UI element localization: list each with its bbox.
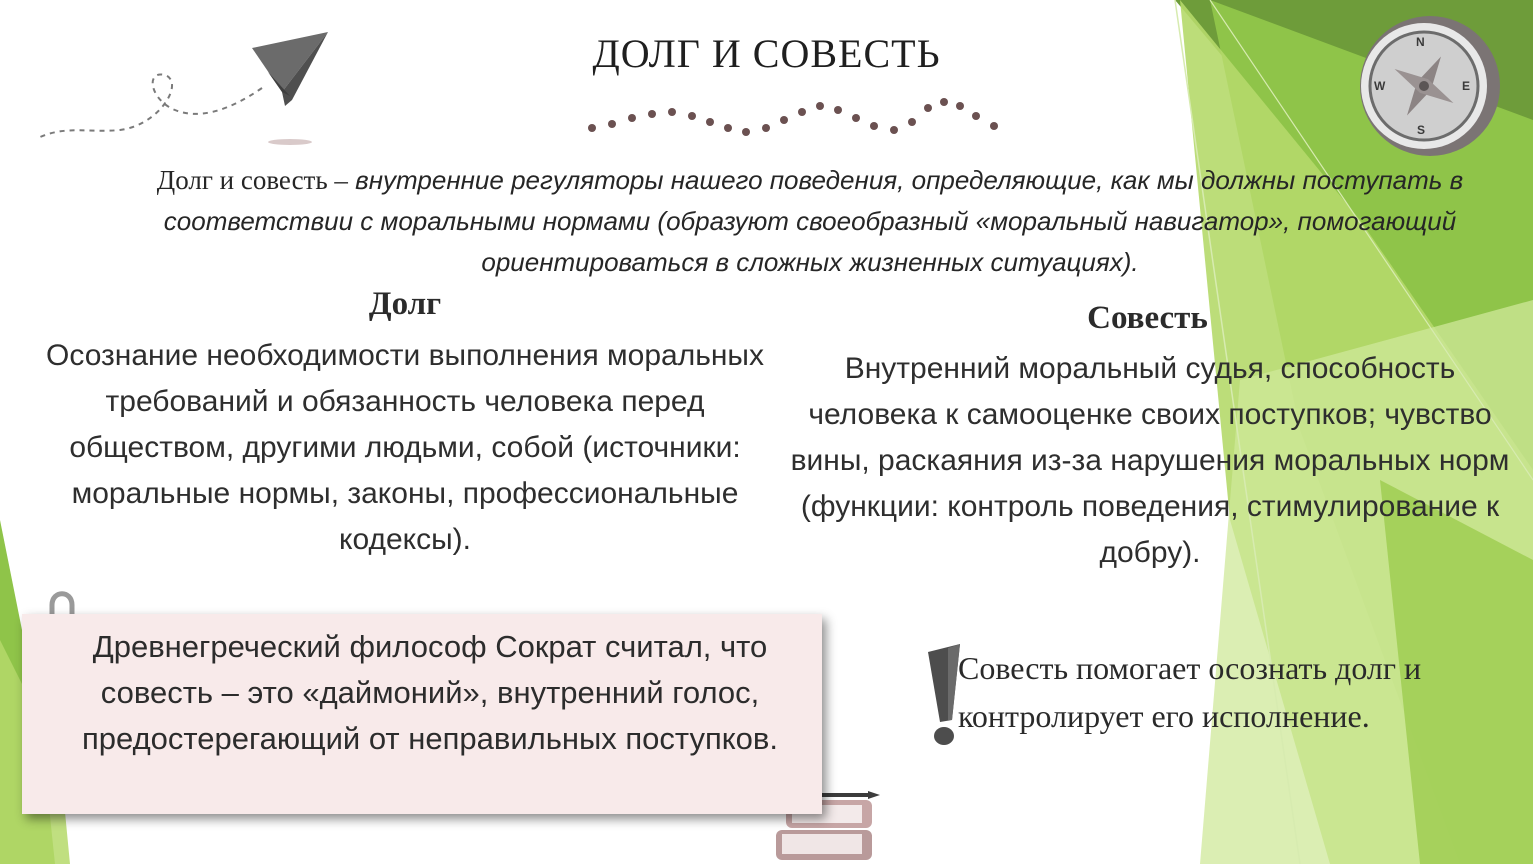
compass-w: W (1374, 79, 1386, 93)
intro-rest: внутренние регуляторы нашего поведения, определяющие, как мы должны поступать в соответствии с моральными нормами (образуют своеобразный «моральный навигатор», помогающий ориентироваться в сложных жизненных ситуациях). (163, 165, 1464, 277)
compass-e: E (1462, 79, 1471, 93)
duty-heading: Долг (368, 286, 442, 322)
intro-definition (110, 160, 1510, 283)
compass-s: S (1417, 123, 1426, 137)
intro-lead: Долг и совесть – (156, 165, 348, 195)
duty-text: Осознание необходимости выполнения моральных требований и обязанность человека перед обществом, другими людьми, собой (источники: моральные нормы, законы, профессиональные кодексы). (46, 339, 764, 556)
page-title: ДОЛГ И СОВЕСТЬ (592, 31, 941, 76)
dotted-wave (588, 98, 998, 136)
socrates-quote: Древнегреческий философ Сократ считал, что совесть – это «даймоний», внутренний голос, предостерегающий от неправильных поступков. (82, 629, 778, 756)
compass-n: N (1416, 35, 1425, 49)
conscience-heading: Совесть (1087, 300, 1208, 336)
conscience-note: Совесть помогает осознать долг и контролирует его исполнение. (958, 650, 1422, 734)
conscience-text: Внутренний моральный судья, способность человека к самооценке своих поступков; чувство вины, раскаяния из-за нарушения моральных норм (функции: контроль поведения, стимулирование к добру). (790, 352, 1510, 569)
exclamation-icon (928, 644, 960, 745)
